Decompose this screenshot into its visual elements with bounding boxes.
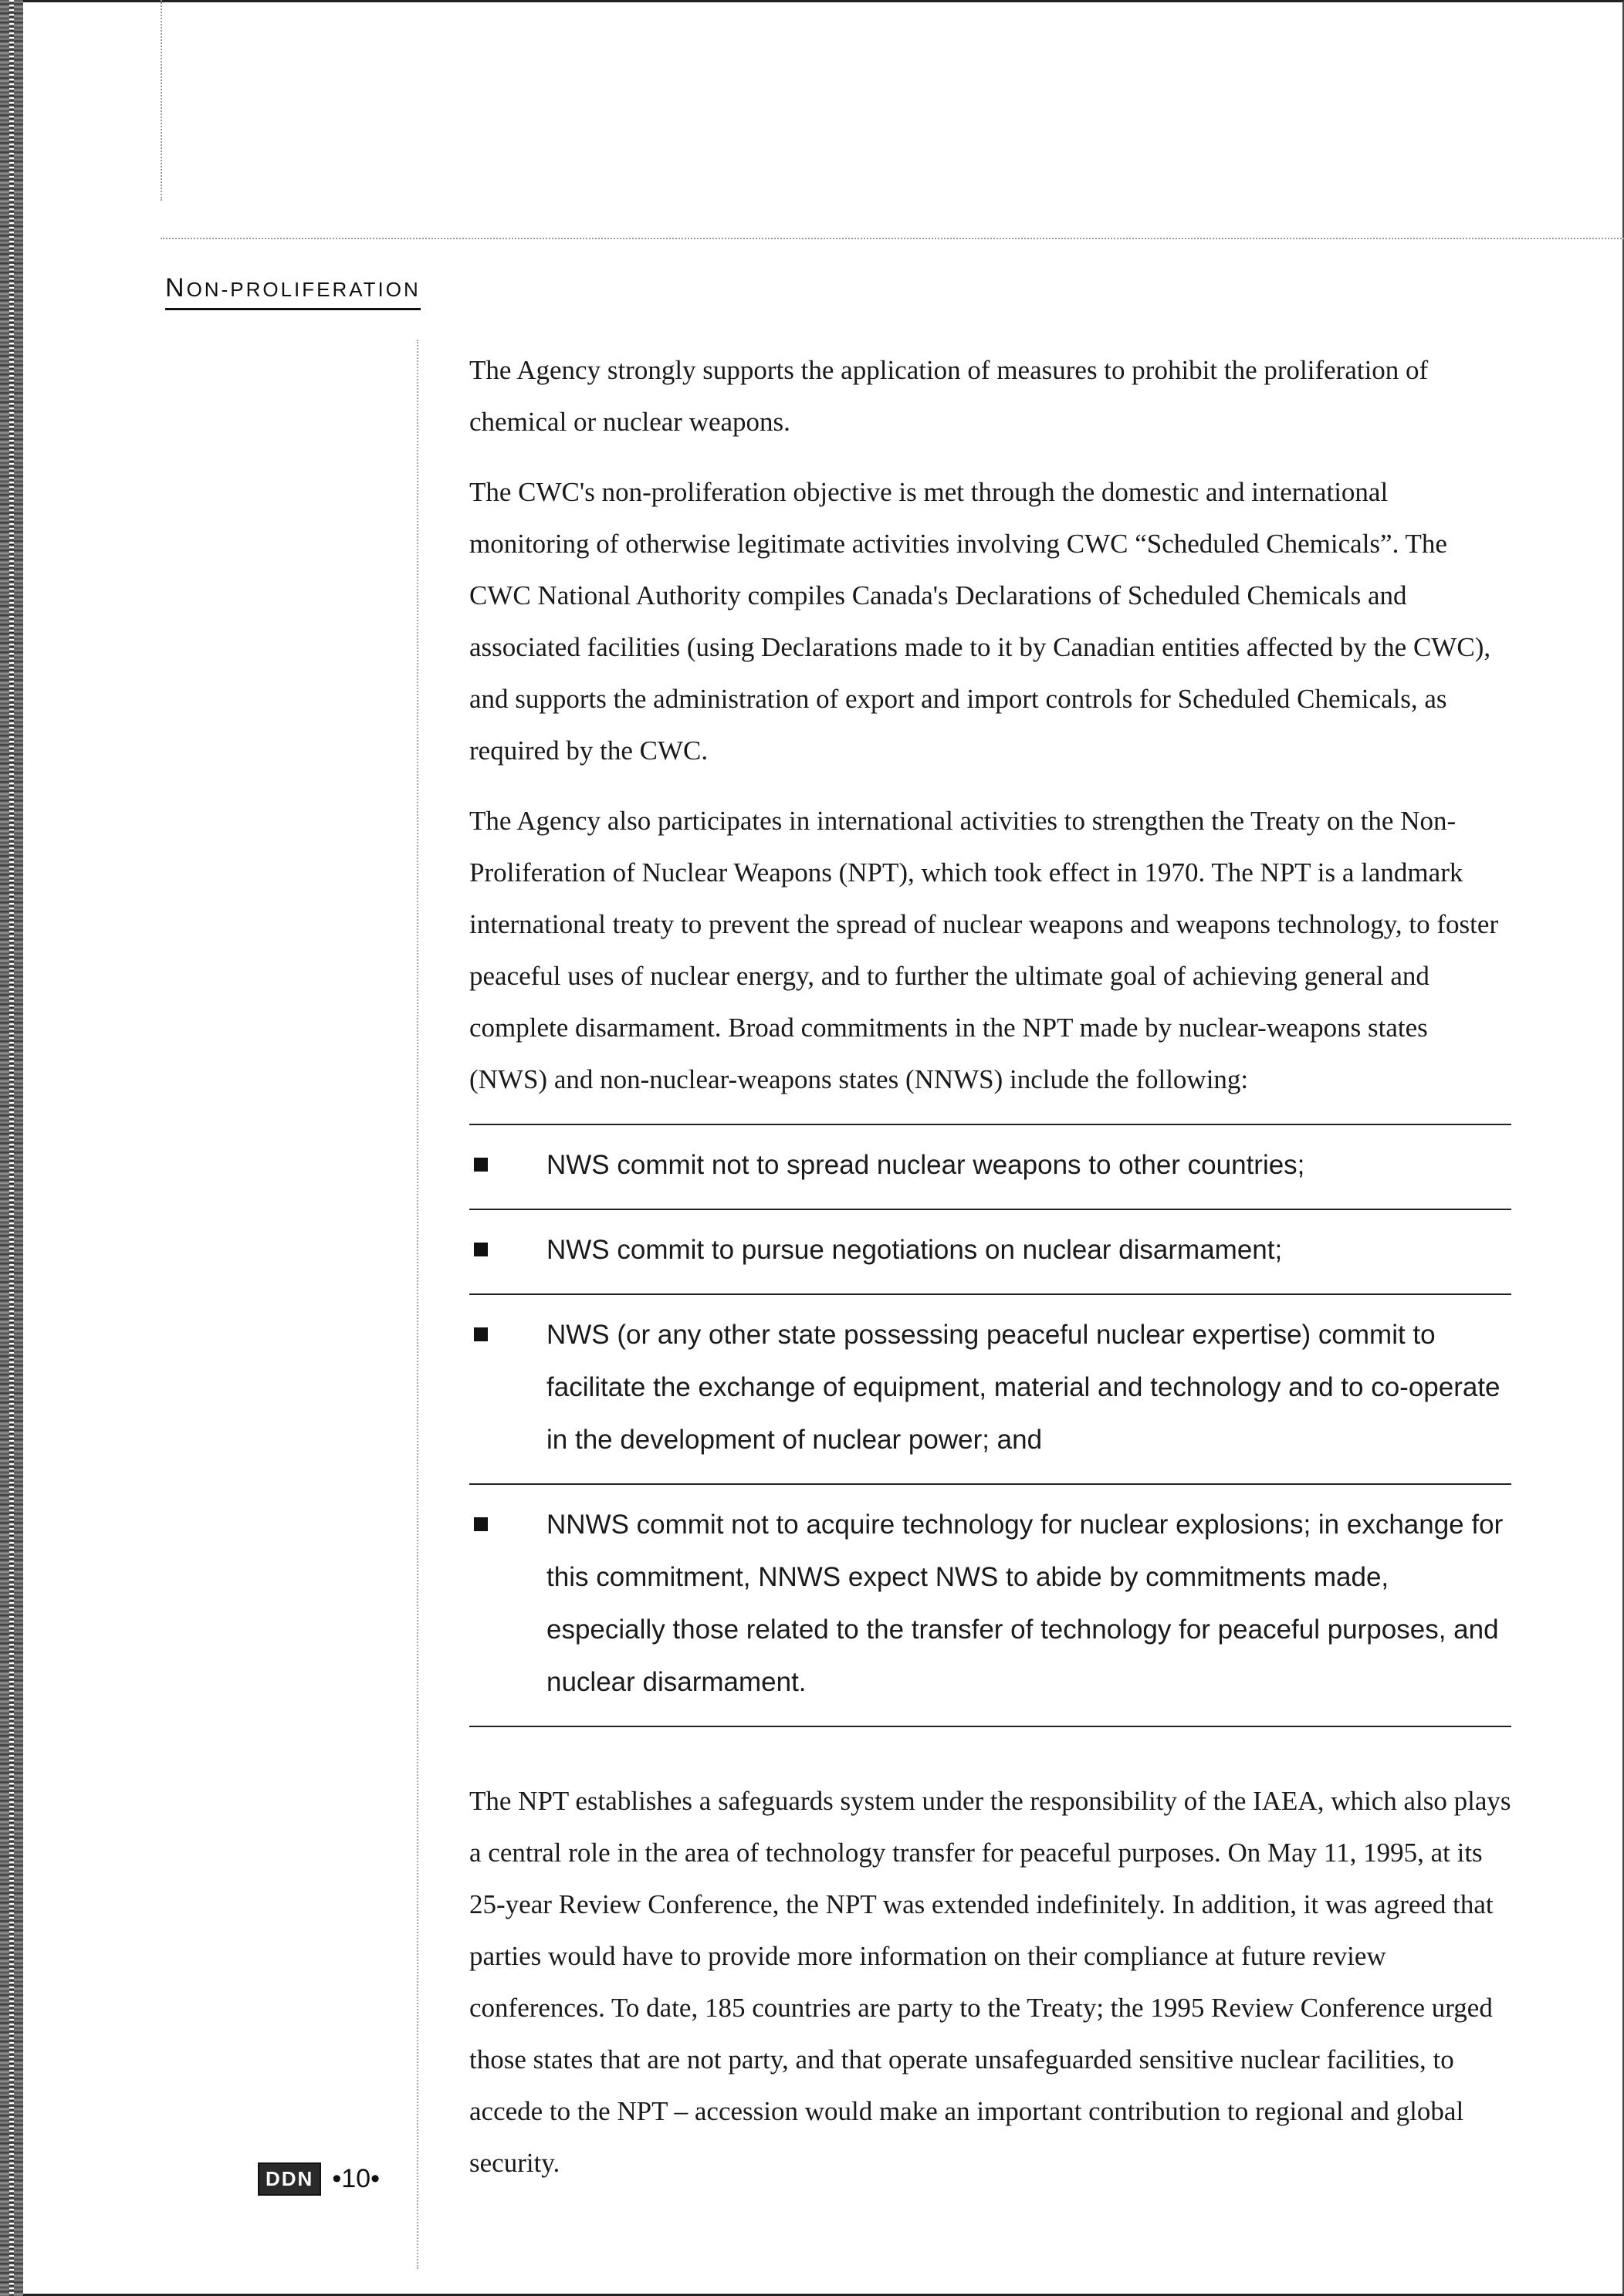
- paragraph-npt: The Agency also participates in international activities to strengthen the Treaty on the Non-Proliferation of Nuclear Weapons (NPT), which took effect in 1970. The NPT is a landmark international treaty to prevent the spread of nuclear weapons and weapons technology, to foster peaceful uses of nuclear energy, and to further the ultimate goal of achieving general and complete disarmament. Broad commitments in the NPT made by nuclear-weapons states (NWS) and non-nuclear-weapons states (NNWS) include the following:: [469, 806, 1499, 1094]
- list-item-text: NWS commit to pursue negotiations on nuclear disarmament;: [546, 1235, 1283, 1265]
- main-content: [469, 344, 1511, 2207]
- list-item: [469, 1295, 1511, 1485]
- list-item-text: NNWS commit not to acquire technology for nuclear explosions; in exchange for this commitment, NNWS expect NWS to abide by commitments made, especially those related to the transfer of technology for peaceful purposes, and nuclear disarmament.: [546, 1510, 1504, 1697]
- section-title-rest: ON-PROLIFERATION: [186, 278, 421, 301]
- page-footer: [258, 2162, 380, 2196]
- dotted-guide-vertical-top: [161, 0, 162, 201]
- paragraph-cwc: The CWC's non-proliferation objective is met through the domestic and international monitoring of otherwise legitimate activities involving CWC “Scheduled Chemicals”. The CWC National Authority compiles Canada's Declarations of Scheduled Chemicals and associated facilities (using Declarations made to it by Canadian entities affected by the CWC), and supports the administration of export and import controls for Scheduled Chemicals, as required by the CWC.: [469, 477, 1491, 766]
- page-number: •10•: [332, 2164, 380, 2193]
- list-item: [469, 1210, 1511, 1295]
- list-item-text: NWS (or any other state possessing peaceful nuclear expertise) commit to facilitate the exchange of equipment, material and technology and to co-operate in the development of nuclear power; and: [546, 1320, 1501, 1455]
- list-item: [469, 1125, 1511, 1210]
- list-item-text: NWS commit not to spread nuclear weapons to other countries;: [546, 1150, 1305, 1180]
- square-bullet-icon: [474, 1158, 488, 1172]
- list-item: [469, 1485, 1511, 1727]
- dotted-guide-vertical-text: [417, 340, 418, 2269]
- ddn-logo: DDN: [258, 2162, 321, 2196]
- section-title-initial: N: [165, 273, 187, 303]
- square-bullet-icon: [474, 1243, 488, 1256]
- square-bullet-icon: [474, 1517, 488, 1531]
- section-title: [165, 273, 421, 310]
- scan-binding-edge: [0, 0, 23, 2296]
- paragraph-intro: The Agency strongly supports the application of measures to prohibit the proliferation of chemical or nuclear weapons.: [469, 355, 1429, 437]
- commitments-list: [469, 1124, 1511, 1727]
- paragraph-safeguards: The NPT establishes a safeguards system under the responsibility of the IAEA, which also plays a central role in the area of technology transfer for peaceful purposes. On May 11, 1995, at its 25-year Review Conference, the NPT was extended indefinitely. In addition, it was agreed that parties would have to provide more information on their compliance at future review conferences. To date, 185 countries are party to the Treaty; the 1995 Review Conference urged those states that are not party, and that operate unsafeguarded sensitive nuclear facilities, to accede to the NPT – accession would make an important contribution to regional and global security.: [469, 1786, 1511, 2178]
- square-bullet-icon: [474, 1327, 488, 1341]
- dotted-guide-horizontal: [161, 238, 1624, 239]
